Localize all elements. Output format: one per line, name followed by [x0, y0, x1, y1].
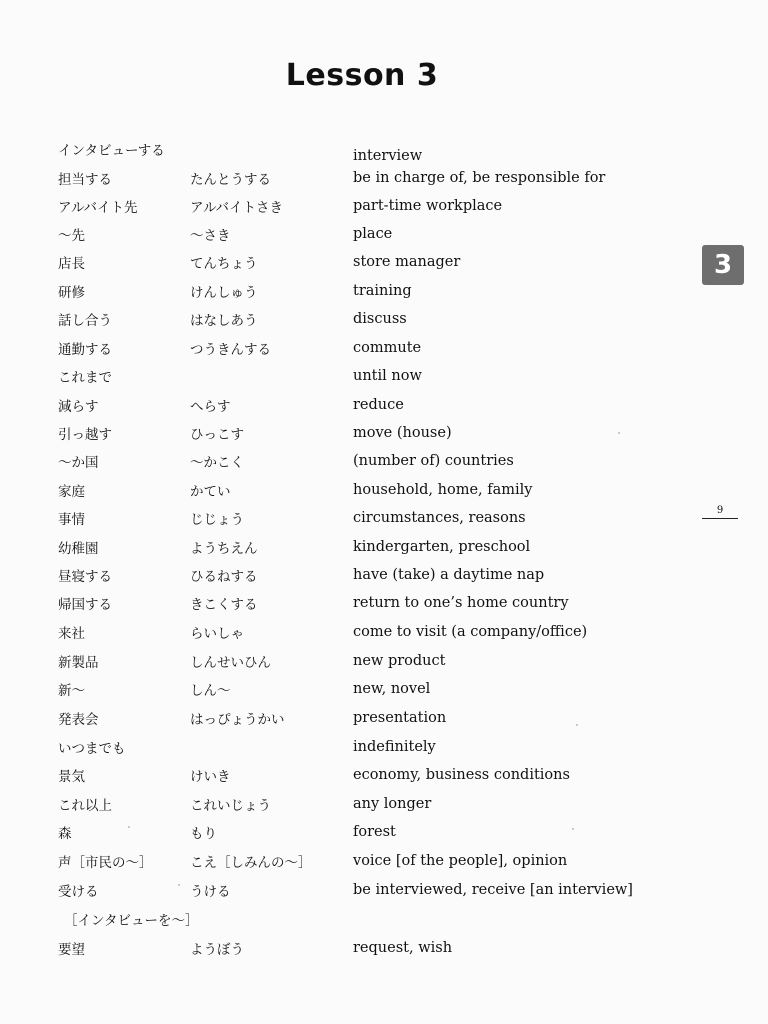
vocab-english: interview	[353, 148, 423, 164]
chapter-tab-number: 3	[713, 250, 733, 280]
vocab-term: 担当する	[58, 172, 112, 188]
scan-speck	[128, 826, 130, 828]
vocab-reading: はっぴょうかい	[190, 712, 285, 728]
vocab-row	[0, 480, 768, 508]
vocab-term: アルバイト先	[58, 200, 138, 216]
vocab-row	[0, 708, 768, 736]
vocab-row	[0, 679, 768, 707]
vocab-row	[0, 196, 768, 224]
vocab-term: 声［市民の～］	[58, 855, 153, 871]
vocab-term: これまで	[58, 370, 112, 386]
vocab-english: request, wish	[353, 940, 453, 956]
vocab-reading: はなしあう	[190, 313, 258, 329]
vocab-term: 事情	[58, 512, 85, 528]
vocab-usage-note: ［インタビューを～］	[64, 913, 199, 929]
vocab-english: household, home, family	[353, 482, 533, 498]
vocab-english: commute	[353, 340, 422, 356]
vocab-english: be interviewed, receive [an interview]	[353, 882, 633, 898]
vocab-reading: きこくする	[190, 597, 258, 613]
vocab-term: 話し合う	[58, 313, 112, 329]
vocab-term: インタビューする	[58, 143, 165, 159]
vocab-reading: うける	[190, 884, 231, 900]
vocab-reading: ひっこす	[190, 427, 244, 443]
vocab-english: until now	[353, 368, 422, 384]
vocab-row	[0, 451, 768, 479]
vocab-english: indefinitely	[353, 739, 436, 755]
vocab-reading: つうきんする	[190, 342, 271, 358]
vocab-term: ～先	[58, 228, 85, 244]
vocab-term: 帰国する	[58, 597, 112, 613]
vocab-term: 昼寝する	[58, 569, 112, 585]
vocab-term: 景気	[58, 769, 85, 785]
vocab-term: 減らす	[58, 399, 99, 415]
vocab-reading: しん～	[190, 683, 231, 699]
vocab-term: 新～	[58, 683, 85, 699]
scan-speck	[618, 432, 620, 434]
vocab-term: 幼稚園	[58, 541, 99, 557]
vocab-row	[0, 281, 768, 309]
vocab-english: any longer	[353, 796, 432, 812]
vocab-row	[0, 593, 768, 621]
vocab-english: training	[353, 283, 412, 299]
vocab-row	[0, 909, 768, 937]
vocab-reading: ようぼう	[190, 942, 244, 958]
vocab-term: これ以上	[58, 798, 112, 814]
vocab-row	[0, 252, 768, 280]
vocab-english: new product	[353, 653, 446, 669]
scan-speck	[572, 828, 574, 830]
vocab-english: place	[353, 226, 393, 242]
vocab-term: 森	[58, 826, 72, 842]
vocab-english: voice [of the people], opinion	[353, 853, 568, 869]
vocab-english: reduce	[353, 397, 404, 413]
vocab-reading: こえ［しみんの～］	[190, 855, 312, 871]
vocab-english: kindergarten, preschool	[353, 539, 531, 555]
vocab-row	[0, 224, 768, 252]
vocab-reading: てんちょう	[190, 256, 258, 272]
vocab-term: 店長	[58, 256, 85, 272]
vocab-reading: たんとうする	[190, 172, 271, 188]
vocab-row	[0, 651, 768, 679]
vocab-term: 引っ越す	[58, 427, 112, 443]
vocab-reading: かてい	[190, 484, 231, 500]
vocab-row	[0, 737, 768, 765]
vocab-reading: アルバイトさき	[190, 200, 284, 216]
vocab-row	[0, 794, 768, 822]
vocab-row	[0, 537, 768, 565]
vocab-english: come to visit (a company/office)	[353, 624, 588, 640]
vocab-row	[0, 565, 768, 593]
vocab-row	[0, 880, 768, 908]
vocab-row	[0, 168, 768, 196]
scan-speck	[576, 724, 578, 726]
vocab-row	[0, 395, 768, 423]
vocab-english: (number of) countries	[353, 453, 514, 469]
vocab-row	[0, 508, 768, 536]
vocab-english: move (house)	[353, 425, 452, 441]
vocab-term: 新製品	[58, 655, 99, 671]
vocab-reading: けいき	[190, 769, 231, 785]
vocab-reading: じじょう	[190, 512, 244, 528]
vocab-english: forest	[353, 824, 396, 840]
vocab-english: store manager	[353, 254, 461, 270]
vocab-english: discuss	[353, 311, 407, 327]
vocab-english: presentation	[353, 710, 447, 726]
vocab-row	[0, 622, 768, 650]
vocab-term: いつまでも	[58, 741, 126, 757]
vocab-reading: もり	[190, 826, 217, 842]
vocab-reading: ～かこく	[190, 455, 244, 471]
page-number: 9	[702, 505, 738, 519]
vocab-english: be in charge of, be responsible for	[353, 170, 606, 186]
vocab-row	[0, 851, 768, 879]
vocab-term: 来社	[58, 626, 85, 642]
vocab-term: 発表会	[58, 712, 99, 728]
scan-speck	[178, 884, 180, 886]
vocab-row	[0, 822, 768, 850]
vocab-english: return to one’s home country	[353, 595, 569, 611]
vocab-reading: けんしゅう	[190, 285, 258, 301]
vocab-reading: ～さき	[190, 228, 231, 244]
vocab-reading: らいしゃ	[190, 626, 244, 642]
vocab-reading: しんせいひん	[190, 655, 271, 671]
vocab-row	[0, 139, 768, 167]
vocab-term: 受ける	[58, 884, 99, 900]
vocab-english: part-time workplace	[353, 198, 503, 214]
vocab-row	[0, 338, 768, 366]
vocab-english: circumstances, reasons	[353, 510, 526, 526]
vocab-reading: これいじょう	[190, 798, 271, 814]
vocab-row	[0, 309, 768, 337]
vocab-term: 通勤する	[58, 342, 112, 358]
vocab-term: 研修	[58, 285, 85, 301]
vocab-reading: ひるねする	[190, 569, 258, 585]
vocab-english: new, novel	[353, 681, 431, 697]
vocab-reading: ようちえん	[190, 541, 258, 557]
vocab-row	[0, 765, 768, 793]
vocab-row	[0, 423, 768, 451]
vocab-term: ～か国	[58, 455, 99, 471]
lesson-title: Lesson 3	[285, 58, 439, 93]
vocab-term: 要望	[58, 942, 85, 958]
vocab-term: 家庭	[58, 484, 85, 500]
vocab-english: have (take) a daytime nap	[353, 567, 545, 583]
vocab-row	[0, 938, 768, 966]
vocab-row	[0, 366, 768, 394]
vocab-reading: へらす	[190, 399, 231, 415]
vocab-english: economy, business conditions	[353, 767, 570, 783]
